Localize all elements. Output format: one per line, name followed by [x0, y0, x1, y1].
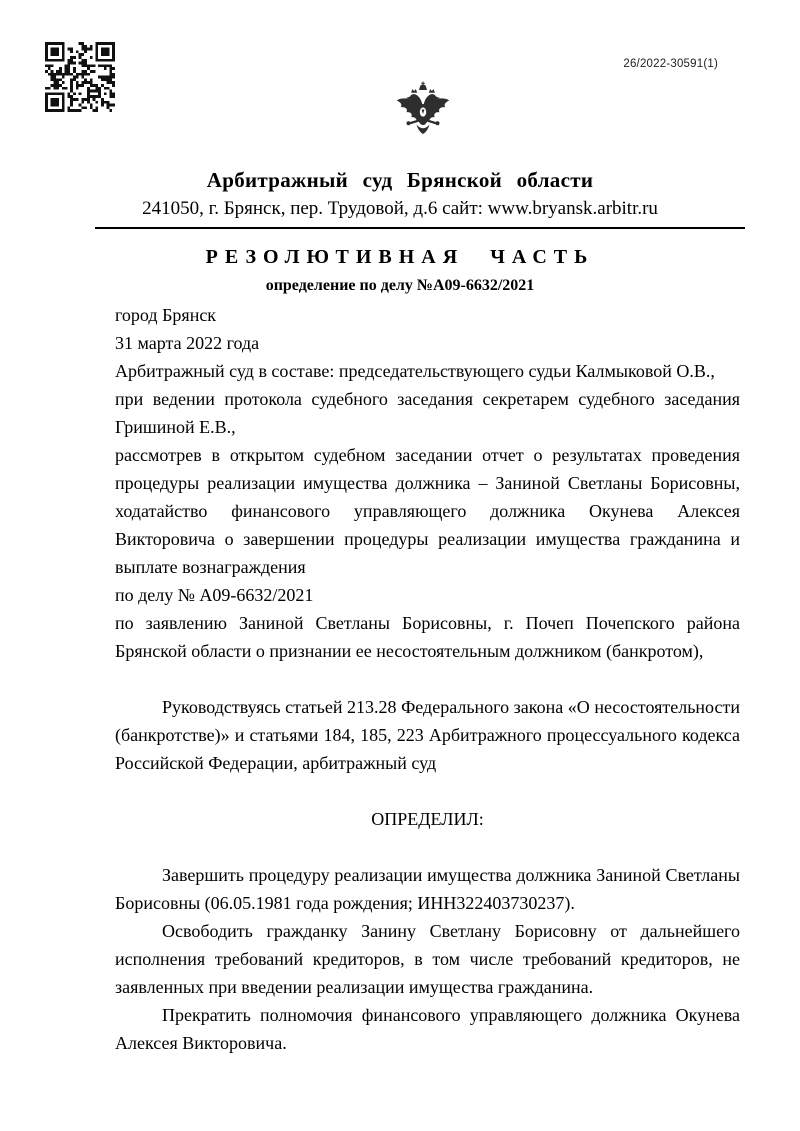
paragraph-spacer [115, 777, 740, 805]
paragraph: по заявлению Заниной Светланы Борисовны, г. Почеп Почепского района Брянской области о признании ее несостоятельным должником (банкротом), [115, 613, 740, 661]
paragraph: Завершить процедуру реализации имущества должника Заниной Светланы Борисовны (06.05.1981 года рождения; ИНН322403730237). [115, 865, 740, 913]
document-number: 26/2022-30591(1) [623, 58, 718, 70]
resolution-title: РЕЗОЛЮТИВНАЯ ЧАСТЬ [205, 246, 595, 268]
coat-of-arms-icon [393, 80, 453, 148]
document-body [115, 301, 740, 1057]
paragraph: Арбитражный суд в составе: председательствующего судьи Калмыковой О.В., [115, 361, 715, 381]
paragraph: Освободить гражданку Занину Светлану Борисовну от дальнейшего исполнения требований кредиторов, в том числе требований кредиторов, не заявленных при введении реализации имущества гражданина. [115, 921, 740, 997]
paragraph: город Брянск [115, 305, 217, 325]
paragraph: 31 марта 2022 года [115, 333, 260, 353]
paragraph-spacer [115, 833, 740, 861]
header-divider [95, 227, 745, 229]
paragraph: рассмотрев в открытом судебном заседании отчет о результатах проведения процедуры реализации имущества должника – Заниной Светланы Борисовны, ходатайство финансового управляющего должника Окунева Алексея Викторовича о завершении процедуры реализации имущества гражданина и выплате вознаграждения [115, 445, 740, 577]
qr-code [45, 42, 115, 112]
case-subtitle: определение по делу №А09-6632/2021 [265, 277, 535, 294]
court-name: Арбитражный суд Брянской области [206, 168, 594, 192]
paragraph: Прекратить полномочия финансового управляющего должника Окунева Алексея Викторовича. [115, 1005, 740, 1053]
paragraph: по делу № А09-6632/2021 [115, 585, 314, 605]
paragraph: при ведении протокола судебного заседания секретарем судебного заседания Гришиной Е.В., [115, 389, 740, 437]
paragraph: ОПРЕДЕЛИЛ: [371, 809, 484, 829]
court-address: 241050, г. Брянск, пер. Трудовой, д.6 сайт: www.bryansk.arbitr.ru [142, 198, 658, 219]
paragraph: Руководствуясь статьей 213.28 Федерального закона «О несостоятельности (банкротстве)» и статьями 184, 185, 223 Арбитражного процессуального кодекса Российской Федерации, арбитражный суд [115, 697, 740, 773]
paragraph-spacer [115, 665, 740, 693]
